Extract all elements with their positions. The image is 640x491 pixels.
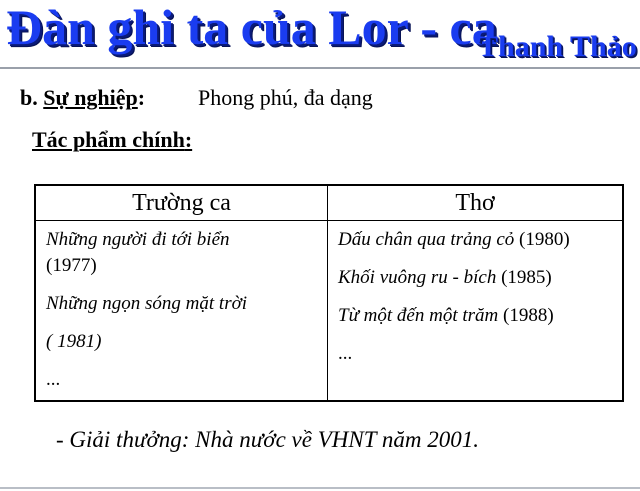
list-item (338, 303, 622, 329)
work-title: Từ một đến một trăm (338, 305, 499, 326)
list-item (338, 265, 622, 291)
bottom-divider (0, 487, 640, 489)
table-header-row (35, 185, 623, 221)
poetry-cell (328, 221, 624, 402)
title-divider (0, 67, 640, 69)
works-heading (32, 126, 192, 154)
career-label: Sự nghiệp (43, 85, 138, 110)
career-value: Phong phú, đa dạng (198, 85, 373, 110)
list-item (338, 227, 622, 253)
career-heading (20, 85, 145, 110)
work-year: (1985) (501, 267, 552, 288)
slide-title: Đàn ghi ta của Lor - ca (6, 0, 497, 55)
work-title: Khối vuông ru - bích (338, 267, 497, 288)
works-table (34, 184, 624, 402)
works-colon: : (184, 127, 193, 152)
list-item (46, 227, 327, 279)
career-colon: : (137, 85, 146, 110)
list-ellipsis: ... (338, 343, 353, 364)
header-poetry: Thơ (328, 185, 624, 221)
work-year: (1977) (46, 255, 97, 276)
work-year: ( 1981) (46, 331, 102, 352)
list-ellipsis: ... (46, 369, 61, 390)
list-item (46, 291, 327, 317)
epic-cell (35, 221, 328, 402)
work-title: Những người đi tới biển (46, 229, 230, 250)
work-year: (1988) (503, 305, 554, 326)
author-name: Thanh Thảo (478, 30, 637, 63)
work-title: Dấu chân qua trảng cỏ (338, 229, 515, 250)
work-year: (1980) (519, 229, 570, 250)
career-line (20, 84, 373, 112)
work-title: Những ngọn sóng mặt trời (46, 293, 248, 314)
table-row (35, 221, 623, 402)
works-label: Tác phẩm chính (32, 127, 185, 152)
header-epic: Trường ca (35, 185, 328, 221)
award-line: - Giải thưởng: Nhà nước về VHNT năm 2001. (56, 427, 479, 452)
career-prefix: b. (20, 85, 44, 110)
